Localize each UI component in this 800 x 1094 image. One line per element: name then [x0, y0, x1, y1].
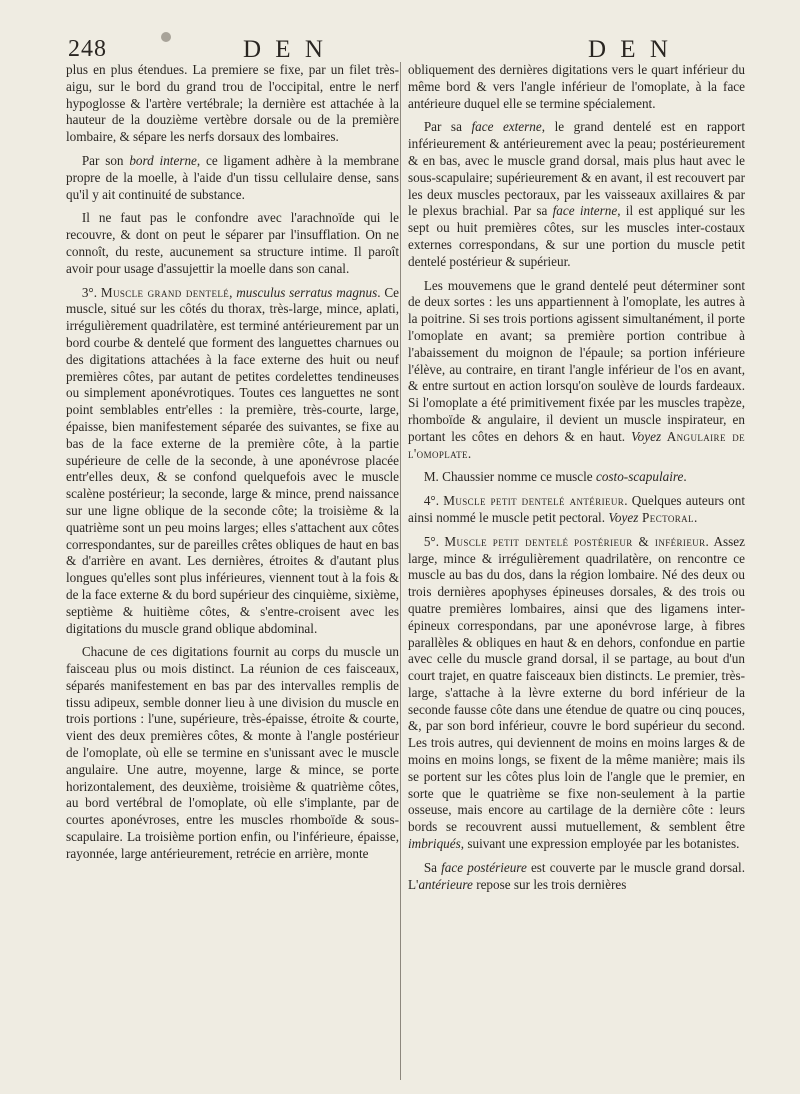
entry-number: 3°.	[81, 284, 101, 300]
right-running-title: D E N	[588, 36, 672, 63]
entry-body-4: . Quelques auteurs ont ainsi nommé le muscle petit pectoral.	[408, 493, 745, 525]
entry-end-4: .	[693, 509, 698, 525]
ink-blot-mark	[161, 32, 171, 42]
voyez-reference-2: Voyez	[608, 509, 639, 525]
right-paragraph-7-lead: Sa	[423, 859, 442, 875]
left-text-column	[66, 62, 399, 1082]
left-paragraph-1	[66, 62, 399, 146]
face-externe-term: face externe	[471, 119, 542, 135]
voyez-reference-1: Voyez	[631, 428, 662, 444]
right-paragraph-1-text: obliquement des dernières digitations vers le quart inférieur du même bord & vers l'angle inférieur de l'omoplate, à la face antérieure duquel elle se termine spécialement.	[408, 62, 745, 111]
entry-number-4: 4°.	[423, 493, 444, 509]
face-posterieure-term: face postérieure	[441, 859, 527, 875]
angulaire-reference: Angulaire de l'omoplate	[408, 428, 745, 461]
right-paragraph-3-end: .	[467, 445, 472, 461]
right-paragraph-3	[408, 278, 745, 463]
right-paragraph-1	[408, 62, 745, 112]
right-paragraph-2-rest: , le grand dentelé est en rapport inférieurement & antérieurement avec la peau; postérieurement & en bas, avec le muscle grand dorsal, mais plus haut avec le sous-scapulaire; supérieurement & en avant, il est recouvert par les deux muscles pectoraux, par les vaisseaux axillaires & par le plexus brachial. Par sa	[408, 119, 745, 219]
right-paragraph-4	[408, 469, 745, 486]
right-paragraph-4-end: .	[683, 469, 687, 485]
entry-heading-4: Muscle petit dentelé antérieur	[443, 493, 625, 509]
left-paragraph-5-text: Chacune de ces digitations fournit au corps du muscle un faisceau plus ou mois distinct. La réunion de ces faisceaux, séparés manifestement en bas par des intervalles remplis de tissu adipeux, semble donner lieu à une division du muscle en trois portions : l'une, supérieure, très-épaisse, étroite & courte, vient des deux premières côtes, & monte à l'angle postérieur de l'omoplate, où elle se termine en s'unissant avec le muscle angulaire. Une autre, moyenne, large & mince, se porte horizontalement, des deuxième, troisième & quatrième côtes, au bord vertébral de l'omoplate, où elle s'implante, par de courtes aponévroses, entre les muscles rhomboïde & sous-scapulaire. La troisième portion enfin, ou l'inférieure, épaisse, rayonnée, large antérieurement, retrécie en arrière, monte	[66, 644, 399, 861]
left-paragraph-2-lead: Par son	[81, 152, 130, 168]
column-divider	[400, 62, 401, 1080]
entry-end-5: , suivant une expression employée par les botanistes.	[460, 836, 740, 852]
entry-body: . Ce muscle, situé sur les côtés du thorax, très-large, mince, aplati, irrégulièrement quadrilatère, est terminé antérieurement par un bord courbe & dentelé que forment des languettes charnues ou des digitations attachées à la face externe des huit ou neuf premières côtes, par autant de petites cordelettes tendineuses ou simplement aponévrotiques. Toutes ces languettes ne sont point semblables entr'elles : la première, très-courte, large, épaisse, bien manifestement séparée des suivantes, se fixe au bas de la face externe de la première côte, à la partie supérieure de celle de la seconde, à une aponévrose placée entr'elles deux, & se confond quelquefois avec le muscle scalène postérieur; la seconde, large & mince, prend naissance sur une ligne oblique de la seconde côte; la troisième & la quatrième sont un peu moins larges; elles s'attachent aux côtes correspondantes, sur de pareilles crêtes obliques de haut en bas & d'arrière en avant. Les dernières, étroites & d'autant plus longues qu'elles sont plus inférieures, viennent tout à la fois & de la face externe & du bord supérieur des cinquième, sixième, septième & huitième côtes, & s'entre-croisent avec les digitations du muscle grand oblique abdominal.	[66, 284, 399, 636]
costo-scapulaire-term: costo-scapulaire	[595, 469, 684, 485]
pectoral-reference: Pectoral	[638, 509, 694, 525]
right-paragraph-7	[408, 860, 745, 894]
right-text-column	[408, 62, 745, 1082]
latin-name: musculus serratus magnus	[236, 284, 378, 300]
entry-separator: ,	[229, 284, 237, 300]
left-paragraph-2	[66, 153, 399, 203]
page-number: 248	[68, 36, 107, 62]
anterieure-term: antérieure	[418, 876, 473, 892]
bord-interne-term: bord interne	[129, 152, 197, 168]
left-paragraph-3-text: Il ne faut pas le confondre avec l'arachnoïde qui le recouvre, & dont on peut le séparer par l'insufflation. On ne connoît, du reste, aucunement sa structure intime. Il paroît avoir pour usage d'assujettir la moelle dans son canal.	[66, 210, 399, 276]
entry-body-5: . Assez large, mince & irrégulièrement quadrilatère, on rencontre ce muscle au bas du dos, dans la région lombaire. Né des deux ou trois dernières apophyses épineuses dorsales, & des trois ou quatre premières lombaires, ainsi que des ligamens inter-épineux correspondans, par une aponévrose large, à fibres parallèles & obliques en haut & en dehors, confondue en partie avec celle du muscle grand dorsal, il se partage, au bout d'un court trajet, en quatre faisceaux bien distincts. Le premier, très-large, s'attache à la lèvre externe du bord inférieur de la seconde fausse côte dans une étendue de quatre ou cinq pouces, &, par son bord inférieur, couvre le bord supérieur du second. Les trois autres, qui deviennent de moins en moins larges & de moins en moins longs, se fixent de la même manière; mais ils se portent sur les côtes plus loin de l'angle que le premier, en sorte que le quatrième se fixe non-seulement à la partie osseuse, mais encore au cartilage de la dernière côte : leurs bords se recouvrent aussi mutuellement, & semblent être	[408, 533, 745, 835]
right-paragraph-7-rest: repose sur les trois dernières	[472, 876, 627, 892]
grand-dentele-entry	[66, 285, 399, 638]
left-running-title: D E N	[243, 36, 327, 63]
left-paragraph-3	[66, 210, 399, 277]
right-paragraph-3-lead: Les mouvemens que le grand dentelé peut déterminer sont de deux sortes : les uns appartiennent à l'omoplate, les autres à la poitrine. Si ses trois portions agissent simultanément, il porte l'omoplate en avant; sa première portion contribue à l'abaissement du moignon de l'épaule; sa portion inférieure l'élève, au contraire, en tirant l'angle inférieur de l'os en avant, & entre surtout en action lorsqu'on soulève de lourds fardeaux. Si l'omoplate a été primitivement fixée par les muscles trapèze, rhomboïde & angulaire, il devient un muscle inspirateur, en portant les côtes en dehors & en haut.	[408, 277, 745, 444]
right-paragraph-2-lead: Par sa	[423, 119, 472, 135]
petit-dentele-posterieur-entry	[408, 534, 745, 853]
petit-dentele-anterieur-entry	[408, 493, 745, 527]
imbriques-term: imbriqués	[408, 836, 461, 852]
face-interne-term: face interne	[552, 203, 618, 219]
page-header	[68, 30, 748, 63]
right-paragraph-2-rest-2: , il est appliqué sur les sept ou huit premières côtes, sur les muscles inter-costaux externes correspondans, & sur une portion du muscle petit dentelé postérieur & supérieur.	[408, 203, 745, 269]
right-paragraph-2	[408, 119, 745, 270]
right-paragraph-4-lead: M. Chaussier nomme ce muscle	[423, 469, 596, 485]
left-paragraph-1-text: plus en plus étendues. La premiere se fixe, par un filet très-aigu, sur le bord du grand trou de l'occipital, entre le nerf hypoglosse & l'artère vertébrale; la dernière est attachée à la hauteur de la douzième vertèbre dorsale ou de la première lombaire, & sépare les nerfs dorsaux des lombaires.	[66, 62, 399, 145]
right-paragraph-7-mid: est couverte par le muscle grand dorsal. L'	[408, 859, 745, 892]
left-paragraph-5	[66, 644, 399, 862]
entry-heading: Muscle grand dentelé	[100, 284, 230, 300]
left-paragraph-2-rest: , ce ligament adhère à la membrane propre de la moelle, à l'aide d'un tissu cellulaire dense, sans qu'il y ait continuité de substance.	[66, 152, 399, 202]
entry-number-5: 5°.	[423, 533, 445, 549]
entry-heading-5: Muscle petit dentelé postérieur & inférieur	[444, 533, 706, 549]
